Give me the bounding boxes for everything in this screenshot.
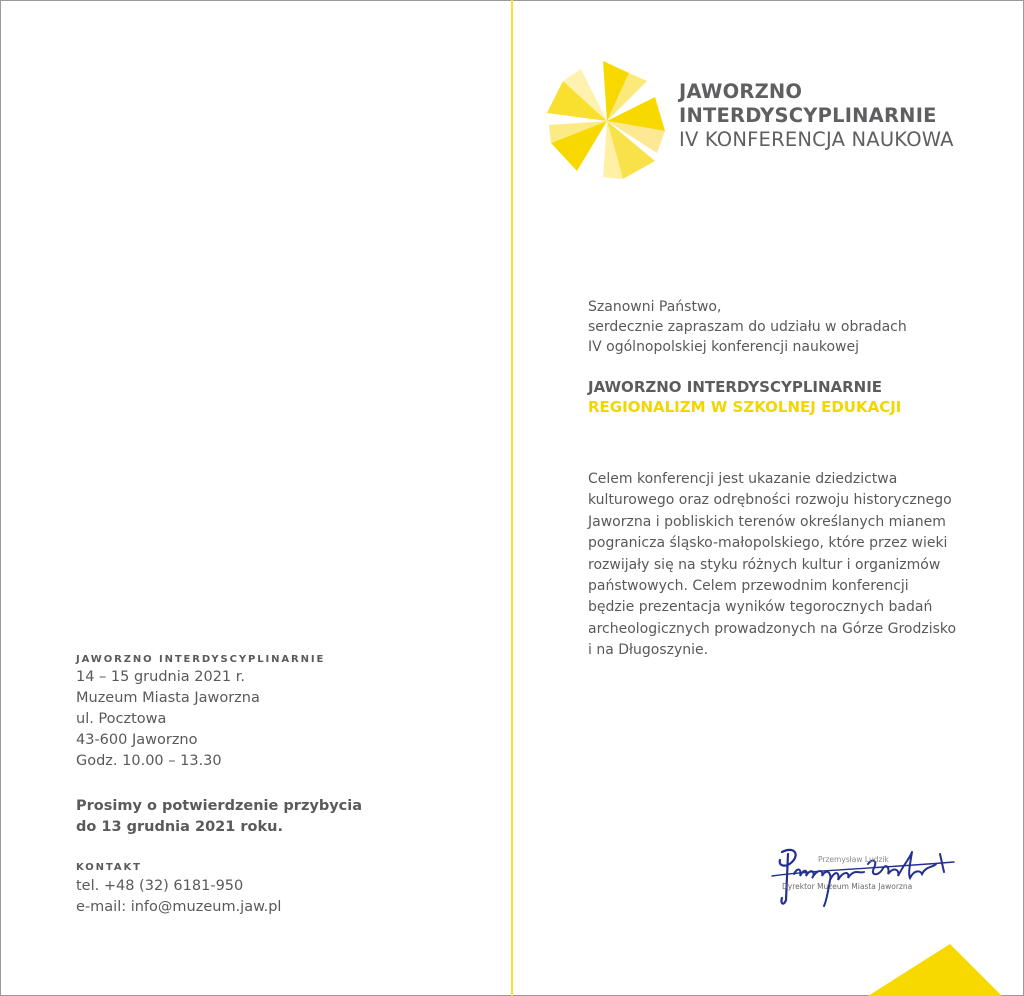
greeting — [588, 297, 907, 358]
description-paragraph — [588, 469, 956, 662]
event-venue: Muzeum Miasta Jaworzna — [76, 690, 260, 706]
contact-phone: tel. +48 (32) 6181-950 — [76, 878, 244, 894]
signatory-name: Przemysław Ludzik — [818, 855, 889, 864]
event-date: 14 – 15 grudnia 2021 r. — [76, 669, 246, 685]
title-main: JAWORZNO INTERDYSCYPLINARNIE — [588, 378, 883, 396]
body-line: Jaworzna i pobliskich terenów określanych mianem — [588, 513, 946, 530]
body-line: Celem konferencji jest ukazanie dziedzictwa — [588, 471, 898, 487]
contact-info — [76, 862, 281, 918]
greeting-line: serdecznie zapraszam do udziału w obradach — [588, 319, 907, 336]
logo-line-3: IV KONFERENCJA NAUKOWA — [679, 127, 954, 151]
greeting-line: IV ogólnopolskiej konferencji naukowej — [588, 339, 859, 356]
body-line: archeologicznych prowadzonych na Górze Grodzisko — [588, 620, 957, 637]
logo-wordmark — [679, 80, 954, 151]
logo-line-2: INTERDYSCYPLINARNIE — [679, 103, 937, 127]
event-info — [76, 654, 325, 772]
fold-line — [511, 0, 513, 996]
rsvp-line: Prosimy o potwierdzenie przybycia — [76, 798, 363, 814]
body-line: będzie prezentacja wyników tegorocznych badań — [588, 599, 933, 616]
event-caption: JAWORZNO INTERDYSCYPLINARNIE — [76, 654, 326, 665]
rsvp-note — [76, 796, 362, 838]
conference-title — [588, 377, 901, 417]
event-street: ul. Pocztowa — [76, 711, 167, 727]
handwritten-signature-icon — [764, 840, 964, 910]
body-line: kulturowego oraz odrębności rozwoju historycznego — [588, 492, 952, 509]
greeting-line: Szanowni Państwo, — [588, 299, 722, 315]
event-city: 43-600 Jaworzno — [76, 732, 198, 748]
body-line: pogranicza śląsko-małopolskiego, które przez wieki — [588, 535, 948, 552]
title-sub: REGIONALIZM W SZKOLNEJ EDUKACJI — [588, 398, 902, 416]
body-line: rozwijały się na styku różnych kultur i organizmów — [588, 556, 941, 573]
pinwheel-logo-icon — [546, 60, 668, 182]
logo-line-1: JAWORZNO — [679, 80, 803, 103]
body-line: i na Długoszynie. — [588, 642, 709, 659]
contact-caption: KONTAKT — [76, 862, 142, 873]
contact-email: e-mail: info@muzeum.jaw.pl — [76, 899, 282, 915]
event-hours: Godz. 10.00 – 13.30 — [76, 753, 222, 769]
rsvp-line: do 13 grudnia 2021 roku. — [76, 819, 283, 835]
signatory-role: Dyrektor Muzeum Miasta Jaworzna — [782, 882, 913, 891]
body-line: państwowych. Celem przewodnim konferencji — [588, 578, 909, 595]
